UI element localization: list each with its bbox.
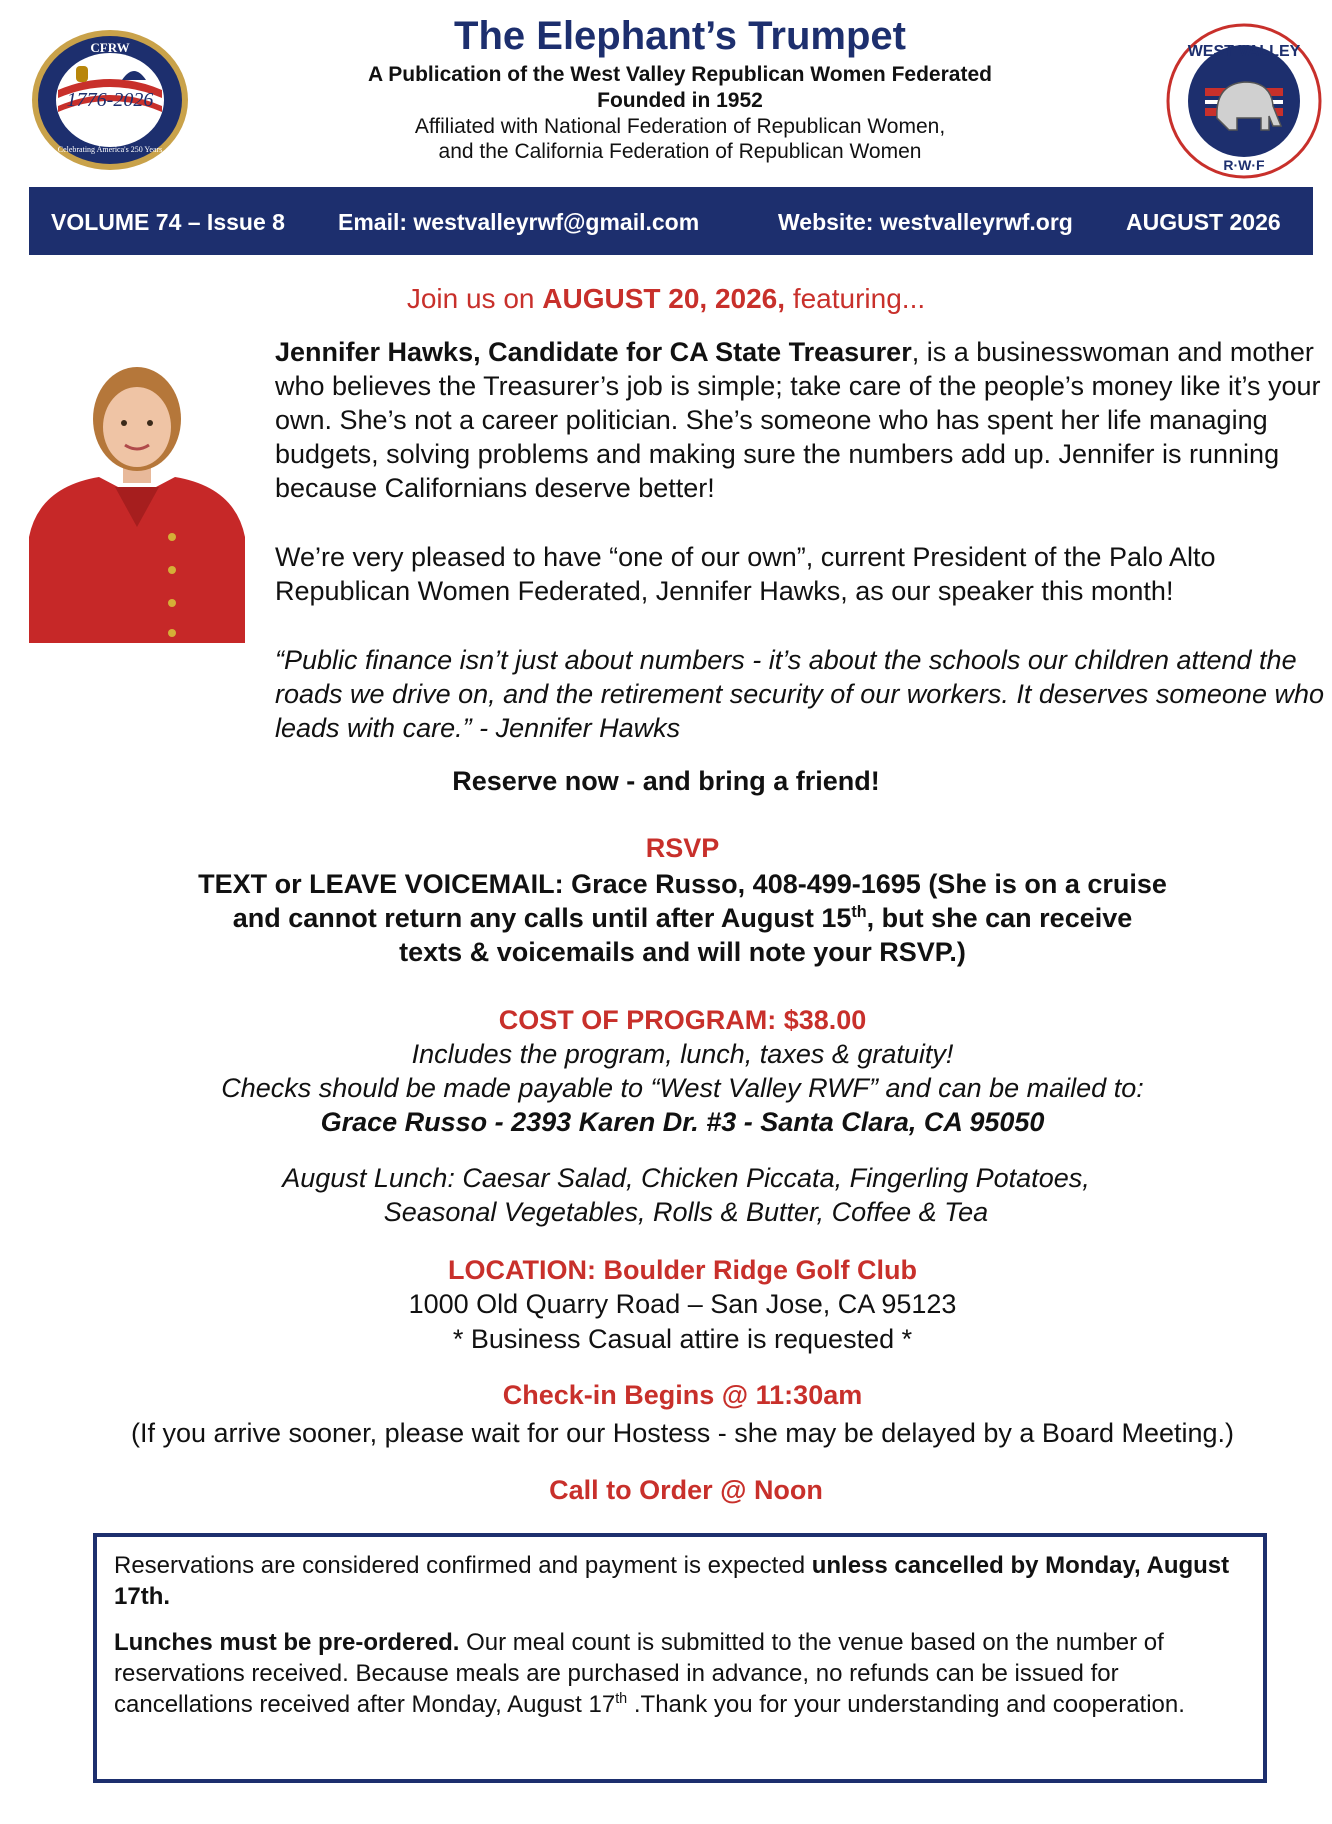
cost-heading: COST OF PROGRAM: $38.00 bbox=[498, 1005, 867, 1035]
svg-text:1776-2026: 1776-2026 bbox=[66, 89, 154, 111]
speaker-bio: Jennifer Hawks, Candidate for CA State Treasurer, is a businesswoman and mother who believes the Treasurer’s job is simple; take care of the people’s money like it’s your own. She’s not a career politician. She’s someone who has spent her life managing budgets, solving problems and making sure the numbers add up. Jennifer is running because Californians deserve better! bbox=[275, 337, 1321, 503]
lunch-menu-line-2: Seasonal Vegetables, Rolls & Butter, Coffee & Tea bbox=[383, 1197, 989, 1227]
speaker-intro: We’re very pleased to have “one of our own”, current President of the Palo Alto Republican Women Federated, Jennifer Hawks, as our speaker this month! bbox=[275, 542, 1216, 606]
website-link[interactable]: Website: westvalleyrwf.org bbox=[778, 209, 1073, 235]
checkin-heading: Check-in Begins @ 11:30am bbox=[502, 1380, 863, 1410]
issue-info-bar bbox=[29, 187, 1313, 255]
event-date: AUGUST 20, 2026, bbox=[542, 283, 786, 314]
reserve-callout: Reserve now - and bring a friend! bbox=[452, 766, 880, 796]
founded-line: Founded in 1952 bbox=[597, 89, 763, 112]
svg-text:WEST VALLEY: WEST VALLEY bbox=[1187, 43, 1301, 60]
svg-text:Celebrating America's 250 Year: Celebrating America's 250 Years bbox=[57, 145, 163, 154]
speaker-portrait-photo bbox=[29, 337, 245, 643]
affiliation-line-2: and the California Federation of Republican Women bbox=[438, 140, 922, 163]
rsvp-details: TEXT or LEAVE VOICEMAIL: Grace Russo, 408-499-1695 (She is on a cruise and cannot return any calls until after August 15th, but she can receive texts & voicemails and will note your RSVP.) bbox=[198, 869, 1167, 967]
join-us-line: Join us on AUGUST 20, 2026, featuring... bbox=[406, 283, 926, 314]
issue-date: AUGUST 2026 bbox=[1126, 209, 1281, 235]
email-link[interactable]: Email: westvalleyrwf@gmail.com bbox=[338, 209, 700, 235]
mailing-address: Grace Russo - 2393 Karen Dr. #3 - Santa Clara, CA 95050 bbox=[320, 1107, 1045, 1137]
cfrw-250-seal-logo bbox=[30, 28, 190, 173]
newsletter-title: The Elephant’s Trumpet bbox=[454, 14, 906, 58]
svg-text:R·W·F: R·W·F bbox=[1223, 157, 1265, 173]
west-valley-rwf-elephant-logo bbox=[1165, 22, 1323, 180]
call-to-order: Call to Order @ Noon bbox=[549, 1475, 823, 1505]
cost-includes: Includes the program, lunch, taxes & gratuity! bbox=[411, 1039, 954, 1069]
affiliation-line-1: Affiliated with National Federation of Republican Women, bbox=[414, 115, 946, 138]
svg-text:CFRW: CFRW bbox=[90, 40, 130, 55]
lunch-menu-line-1: August Lunch: Caesar Salad, Chicken Piccata, Fingerling Potatoes, bbox=[282, 1163, 1090, 1193]
check-payable-note: Checks should be made payable to “West Valley RWF” and can be mailed to: bbox=[221, 1073, 1144, 1103]
checkin-note: (If you arrive sooner, please wait for our Hostess - she may be delayed by a Board Meeting.) bbox=[130, 1418, 1235, 1448]
rsvp-heading: RSVP bbox=[645, 833, 720, 863]
policy-paragraph-1: Reservations are considered confirmed and payment is expected unless cancelled by Monday, August 17th. bbox=[114, 1552, 1230, 1610]
speaker-quote: “Public finance isn’t just about numbers - it’s about the schools our children attend the roads we drive on, and the retirement security of our workers. It deserves someone who leads with care.” - Jennifer Hawks bbox=[275, 645, 1324, 743]
speaker-name: Jennifer Hawks, Candidate for CA State Treasurer bbox=[275, 337, 912, 367]
volume-issue: VOLUME 74 – Issue 8 bbox=[51, 209, 285, 235]
location-heading: LOCATION: Boulder Ridge Golf Club bbox=[448, 1255, 917, 1285]
policy-paragraph-2: Lunches must be pre-ordered. Our meal count is submitted to the venue based on the number of reservations received. Because meals are purchased in advance, no refunds can be issued for cancellations received after Monday, August 17th .Thank you for your understanding and cooperation. bbox=[114, 1629, 1185, 1718]
publication-subtitle: A Publication of the West Valley Republican Women Federated bbox=[368, 63, 992, 86]
attire-note: * Business Casual attire is requested * bbox=[452, 1324, 913, 1354]
location-address: 1000 Old Quarry Road – San Jose, CA 95123 bbox=[408, 1289, 957, 1319]
